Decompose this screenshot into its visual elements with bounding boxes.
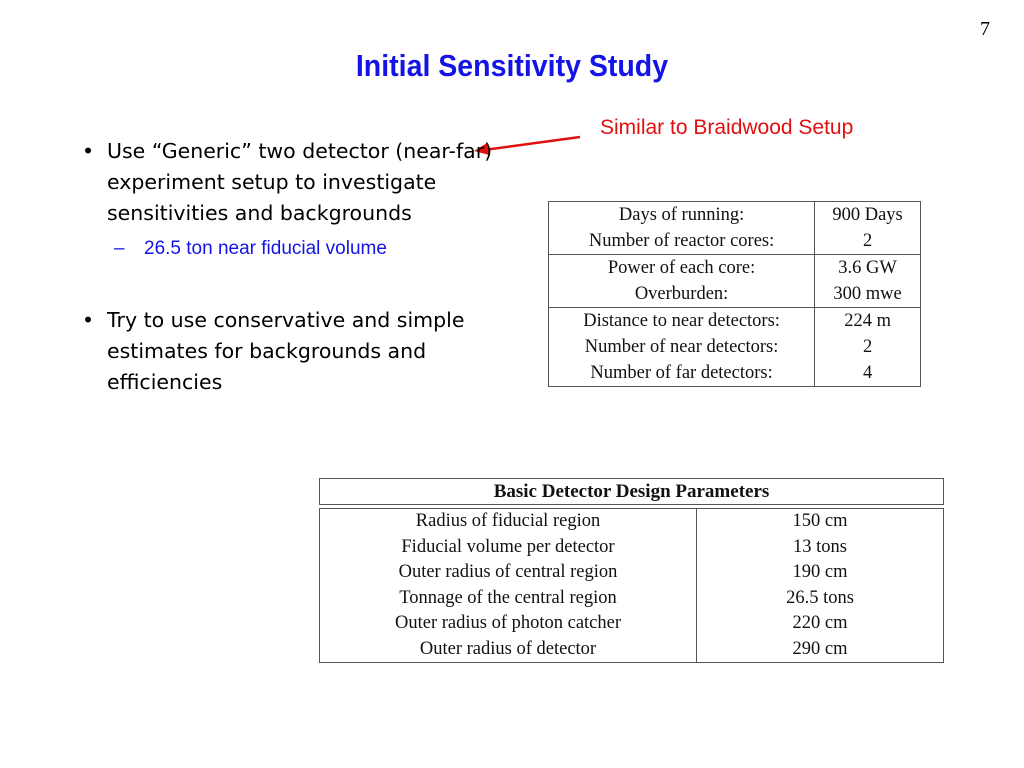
table-cell-value: 900 Days xyxy=(815,202,921,229)
table-cell-value: 2 xyxy=(815,228,921,255)
table-cell-label: Outer radius of detector xyxy=(320,637,697,663)
bullet-text: Use “Generic” two detector (near-far) experiment setup to investigate sensitivities and backgrounds xyxy=(107,139,493,225)
bullet-dot: • xyxy=(82,139,95,163)
bullet-text: Try to use conservative and simple estimates for backgrounds and efficiencies xyxy=(107,308,465,394)
sub-bullet-dash: – xyxy=(114,238,125,259)
table-cell-value: 2 xyxy=(815,334,921,360)
design-parameters-table xyxy=(319,508,944,663)
table-cell-value: 190 cm xyxy=(792,562,848,583)
table-cell-label: Number of near detectors: xyxy=(584,337,779,357)
table-cell-value: 300 mwe xyxy=(815,281,921,308)
bullet-list xyxy=(82,136,502,398)
table-cell-value: 26.5 tons xyxy=(786,587,854,608)
table-cell-label: Tonnage of the central region xyxy=(320,586,697,612)
table-cell-label: Fiducial volume per detector xyxy=(320,535,697,561)
table-row xyxy=(549,308,921,335)
table-row xyxy=(320,586,944,612)
setup-parameters-table xyxy=(548,201,921,387)
table-cell-label: Radius of fiducial region xyxy=(320,509,697,535)
table-row xyxy=(549,255,921,282)
annotation-text: Similar to Braidwood Setup xyxy=(600,116,854,139)
table-cell-value: 13 tons xyxy=(793,536,847,557)
sub-bullet-item xyxy=(114,235,502,263)
bullet-item xyxy=(82,305,502,398)
table-row xyxy=(549,202,921,229)
table-cell-label: Days of running: xyxy=(618,205,745,225)
table-row xyxy=(549,334,921,360)
page-number: 7 xyxy=(980,18,990,40)
table-row xyxy=(320,637,944,663)
table-row xyxy=(549,228,921,255)
table-cell-label: Number of far detectors: xyxy=(590,363,773,383)
table-cell-label: Outer radius of central region xyxy=(320,560,697,586)
table-row xyxy=(320,560,944,586)
bullet-item xyxy=(82,136,502,229)
table-cell-value: 220 cm xyxy=(792,613,848,634)
table-cell-value: 150 cm xyxy=(792,511,848,532)
table-cell-value: 224 m xyxy=(815,308,921,335)
sub-bullet-text: 26.5 ton near fiducial volume xyxy=(144,238,387,259)
bullet-dot: • xyxy=(82,308,95,332)
table-row xyxy=(320,509,944,535)
table-cell-label: Power of each core: xyxy=(549,255,815,282)
slide-title: Initial Sensitivity Study xyxy=(355,48,669,83)
table-row xyxy=(549,281,921,308)
table-cell-label: Overburden: xyxy=(634,284,729,304)
table-cell-label: Number of reactor cores: xyxy=(588,231,775,251)
table-row xyxy=(549,360,921,387)
table-row xyxy=(320,611,944,637)
table-cell-value: 290 cm xyxy=(792,638,848,659)
design-table-title: Basic Detector Design Parameters xyxy=(319,478,944,505)
table-row xyxy=(320,535,944,561)
table-cell-value: 4 xyxy=(815,360,921,387)
table-cell-label: Outer radius of photon catcher xyxy=(320,611,697,637)
table-cell-label: Distance to near detectors: xyxy=(549,308,815,335)
table-cell-value: 3.6 GW xyxy=(815,255,921,282)
